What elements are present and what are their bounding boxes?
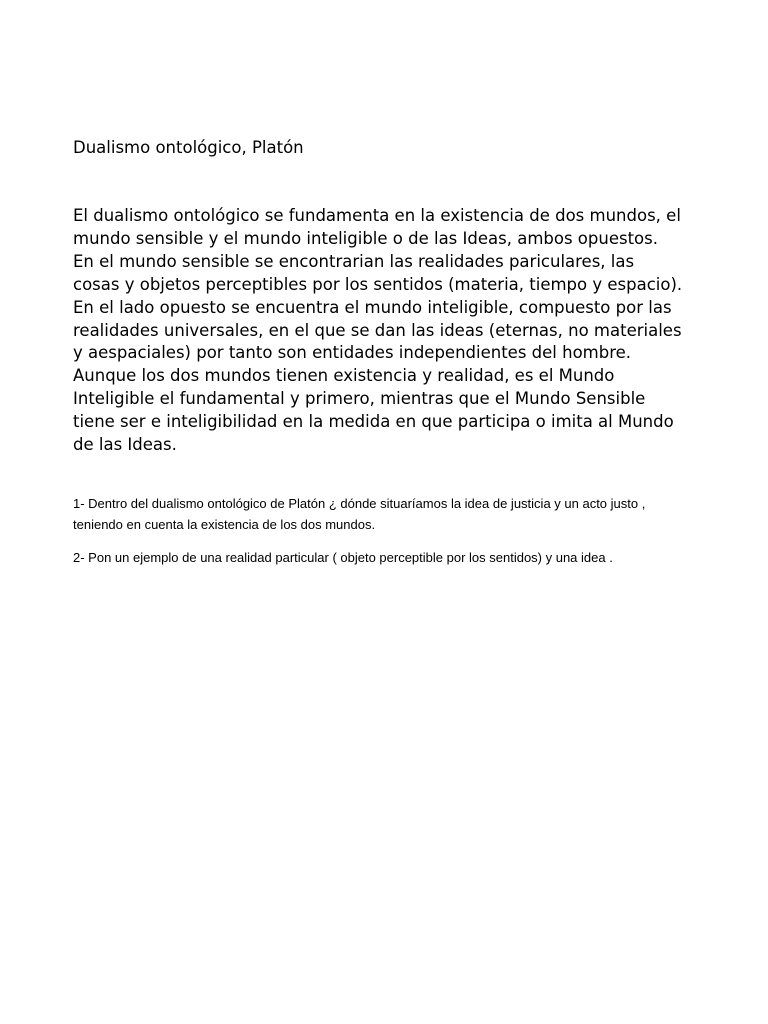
question-2: 2- Pon un ejemplo de una realidad particular ( objeto perceptible por los sentidos) y una idea . — [73, 550, 613, 565]
body-paragraph: El dualismo ontológico se fundamenta en la existencia de dos mundos, el mundo sensible y el mundo inteligible o de las Ideas, ambos opuestos. En el mundo sensible se encontrarian las realidades pariculares, las cosas y objetos perceptibles por los sentidos (materia, tiempo y espacio). En el lado opuesto se encuentra el mundo inteligible, compuesto por las realidades universales, en el que se dan las ideas (eternas, no materiales y aespaciales) por tanto son entidades independientes del hombre. Aunque los dos mundos tienen existencia y realidad, es el Mundo Inteligible el fundamental y primero, mientras que el Mundo Sensible tiene ser e inteligibilidad en la medida en que participa o imita al Mundo de las Ideas. — [73, 206, 683, 455]
question-1: 1- Dentro del dualismo ontológico de Platón ¿ dónde situaríamos la idea de justicia y un acto justo , teniendo en cuenta la existencia de los dos mundos. — [73, 496, 646, 532]
document-title: Dualismo ontológico, Platón — [73, 138, 304, 157]
